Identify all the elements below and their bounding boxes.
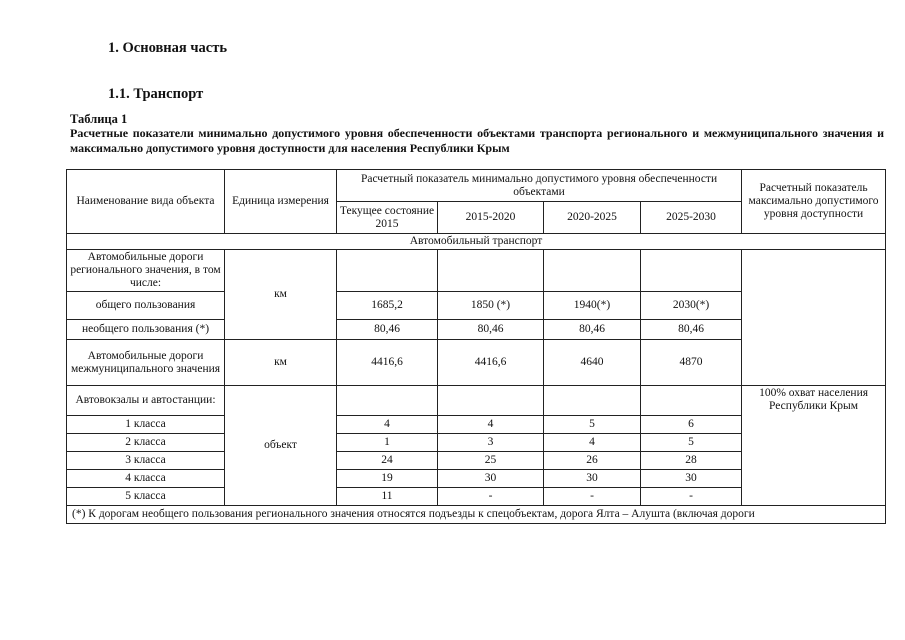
row-value: 19: [337, 470, 438, 488]
table-description: Расчетные показатели минимально допустимого уровня обеспеченности объектами транспорта регионального и межмуниципального значения и максимально допустимого уровня доступности для населения Республики Крым: [70, 126, 884, 155]
subsection-heading: 1.1. Транспорт: [108, 86, 204, 102]
max-value: 100% охват населения Республики Крым: [742, 386, 886, 506]
header-name: Наименование вида объекта: [67, 170, 225, 234]
header-period: 2015-2020: [438, 202, 544, 234]
row-value: 4640: [544, 340, 641, 386]
table-caption: Таблица 1: [70, 112, 128, 126]
header-min-group: Расчетный показатель минимально допустимого уровня обеспеченности объектами: [337, 170, 742, 202]
section-label: Автомобильный транспорт: [67, 234, 886, 250]
row-value: [641, 386, 742, 416]
row-value: 2030(*): [641, 292, 742, 320]
table-row: [67, 250, 886, 292]
row-value: [641, 250, 742, 292]
row-value: [544, 250, 641, 292]
row-name: 3 класса: [67, 452, 225, 470]
row-value: 5: [544, 416, 641, 434]
row-name: 2 класса: [67, 434, 225, 452]
row-value: 26: [544, 452, 641, 470]
row-value: 6: [641, 416, 742, 434]
row-name: общего пользования: [67, 292, 225, 320]
row-value: 5: [641, 434, 742, 452]
row-name: необщего пользования (*): [67, 320, 225, 340]
table-header-row: [67, 170, 886, 202]
row-name: 5 класса: [67, 488, 225, 506]
row-value: 1: [337, 434, 438, 452]
row-value: 80,46: [438, 320, 544, 340]
row-value: [544, 386, 641, 416]
row-value: -: [641, 488, 742, 506]
row-unit: км: [225, 340, 337, 386]
row-value: 80,46: [337, 320, 438, 340]
row-value: 80,46: [641, 320, 742, 340]
row-value: 25: [438, 452, 544, 470]
row-value: 1850 (*): [438, 292, 544, 320]
section-heading: 1. Основная часть: [108, 40, 228, 56]
row-value: 4416,6: [337, 340, 438, 386]
row-value: 4: [438, 416, 544, 434]
row-unit: объект: [225, 386, 337, 506]
row-name: Автомобильные дороги регионального значения, в том числе:: [67, 250, 225, 292]
row-value: 4: [337, 416, 438, 434]
header-unit: Единица измерения: [225, 170, 337, 234]
header-period: Текущее состояние 2015: [337, 202, 438, 234]
row-value: 11: [337, 488, 438, 506]
row-value: 3: [438, 434, 544, 452]
header-period: 2025-2030: [641, 202, 742, 234]
row-name: 4 класса: [67, 470, 225, 488]
row-value: [438, 386, 544, 416]
row-unit: км: [225, 250, 337, 340]
row-value: 24: [337, 452, 438, 470]
section-row: [67, 234, 886, 250]
row-value: [438, 250, 544, 292]
row-value: 4870: [641, 340, 742, 386]
row-value: 30: [544, 470, 641, 488]
indicators-table: [66, 169, 886, 524]
row-value: 4: [544, 434, 641, 452]
row-name: Автовокзалы и автостанции:: [67, 386, 225, 416]
row-name: Автомобильные дороги межмуниципального значения: [67, 340, 225, 386]
row-value: 1940(*): [544, 292, 641, 320]
row-value: 4416,6: [438, 340, 544, 386]
header-max: Расчетный показатель максимально допустимого уровня доступности: [742, 170, 886, 234]
row-value: 30: [641, 470, 742, 488]
row-value: [337, 250, 438, 292]
row-value: 1685,2: [337, 292, 438, 320]
table-row: [67, 386, 886, 416]
table-footnote: (*) К дорогам необщего пользования регионального значения относятся подъезды к спецобъектам, дорога Ялта – Алушта (включая дороги: [67, 506, 886, 524]
footnote-row: [67, 506, 886, 524]
row-value: 30: [438, 470, 544, 488]
row-value: [337, 386, 438, 416]
header-period: 2020-2025: [544, 202, 641, 234]
row-value: -: [438, 488, 544, 506]
max-empty-cell: [742, 250, 886, 386]
row-value: 28: [641, 452, 742, 470]
row-name: 1 класса: [67, 416, 225, 434]
row-value: 80,46: [544, 320, 641, 340]
row-value: -: [544, 488, 641, 506]
